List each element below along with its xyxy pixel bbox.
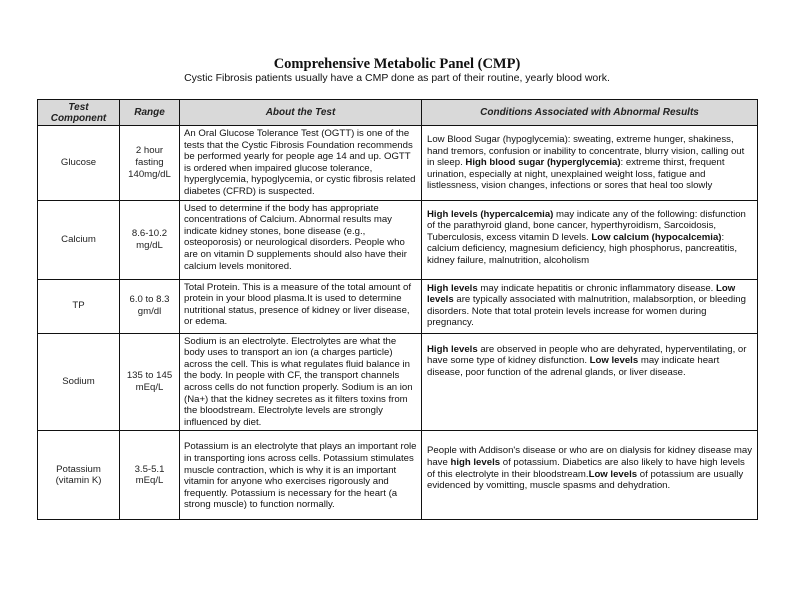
about-cell: Potassium is an electrolyte that plays an important role in transporting ions across cells. Potassium stimulates muscle contraction, which is why it is an important vitamin for anyone who exercises rigorously and frequently. Potassium is necessary for the heart (a strong muscle) to function normally. <box>180 431 422 520</box>
component-cell: Glucose <box>38 126 120 201</box>
conditions-cell: Low Blood Sugar (hypoglycemia): sweating, extreme hunger, shakiness, hand tremors, confusion or inability to concentrate, blurry vision, calling out in sleep. High blood sugar (hyperglycemia): extreme thirst, frequent urination, especially at night, unexplained weight loss, fatigue and listlessness, vision changes, infections or sores that heal too slowly <box>422 126 758 201</box>
component-cell: TP <box>38 279 120 333</box>
document-subtitle: Cystic Fibrosis patients usually have a CMP done as part of their routine, yearly blood work. <box>184 72 610 84</box>
table-row-tp <box>38 279 758 333</box>
about-cell: An Oral Glucose Tolerance Test (OGTT) is one of the tests that the Cystic Fibrosis Foundation recommends be performed yearly for people age 14 and up. OGTT is ordered when impaired glucose tolerance, hyperglycemia, hypoglycemia, or cystic fibrosis related diabetes (CFRD) is suspected. <box>180 126 422 201</box>
about-cell: Sodium is an electrolyte. Electrolytes are what the body uses to transport an ion (a charges particle) across the cell. This is what regulates fluid balance in the body. In people with CF, the transport channels across cells do not function properly. Sodium is an ion (Na+) that the kidney secretes as it filters toxins from the bloodstream. Electrolyte levels are strongly influenced by diet. <box>180 333 422 431</box>
table-header-row <box>38 100 758 126</box>
conditions-cell: High levels are observed in people who are dehyrated, hyperventilating, or have some type of kidney disfunction. Low levels may indicate heart disease, poor function of the adrenal glands, or liver disease. <box>422 333 758 431</box>
about-cell: Total Protein. This is a measure of the total amount of protein in your blood plasma.It is used to determine nutritional status, presence of kidney or liver disease, or edema. <box>180 279 422 333</box>
header-conditions: Conditions Associated with Abnormal Results <box>422 100 758 126</box>
header-test-component: Test Component <box>38 100 120 126</box>
document-title: Comprehensive Metabolic Panel (CMP) <box>273 56 521 72</box>
conditions-cell: High levels may indicate hepatitis or chronic inflammatory disease. Low levels are typically associated with malnutrition, malabsorption, or bleeding disorders. Note that total protein levels increase for women during pregnancy. <box>422 279 758 333</box>
conditions-cell: People with Addison's disease or who are on dialysis for kidney disease may have high levels of potassium. Diabetics are also likely to have high levels of this electrolyte in their bloodstream.Low levels of potassium are usually evidenced by vomitting, muscle spasms and dehydration. <box>422 431 758 520</box>
component-cell: Calcium <box>38 200 120 279</box>
header-about: About the Test <box>180 100 422 126</box>
table-row-sodium <box>38 333 758 431</box>
table-row-potassium <box>38 431 758 520</box>
range-cell: 8.6-10.2 mg/dL <box>120 200 180 279</box>
range-cell: 3.5-5.1 mEq/L <box>120 431 180 520</box>
header-range: Range <box>120 100 180 126</box>
about-cell: Used to determine if the body has appropriate concentrations of Calcium. Abnormal results may indicate kidney stones, bone disease (e.g., osteoporosis) or neurological disorders. People who are on vitamin D supplements should also have their calcium levels monitored. <box>180 200 422 279</box>
table-row-glucose <box>38 126 758 201</box>
component-cell: Potassium (vitamin K) <box>38 431 120 520</box>
range-cell: 2 hour fasting 140mg/dL <box>120 126 180 201</box>
range-cell: 135 to 145 mEq/L <box>120 333 180 431</box>
table-row-calcium <box>38 200 758 279</box>
conditions-cell: High levels (hypercalcemia) may indicate any of the following: disfunction of the parathyroid gland, bone cancer, hyperthyroidism, Sarcoidosis, Tuberculosis, excess vitamin D levels. Low calcium (hypocalcemia): calcium deficiency, magnesium deficiency, high phosphorus, pancreatitis, kidney failure, malnutrition, alcoholism <box>422 200 758 279</box>
range-cell: 6.0 to 8.3 gm/dl <box>120 279 180 333</box>
component-cell: Sodium <box>38 333 120 431</box>
cmp-table <box>37 99 758 520</box>
